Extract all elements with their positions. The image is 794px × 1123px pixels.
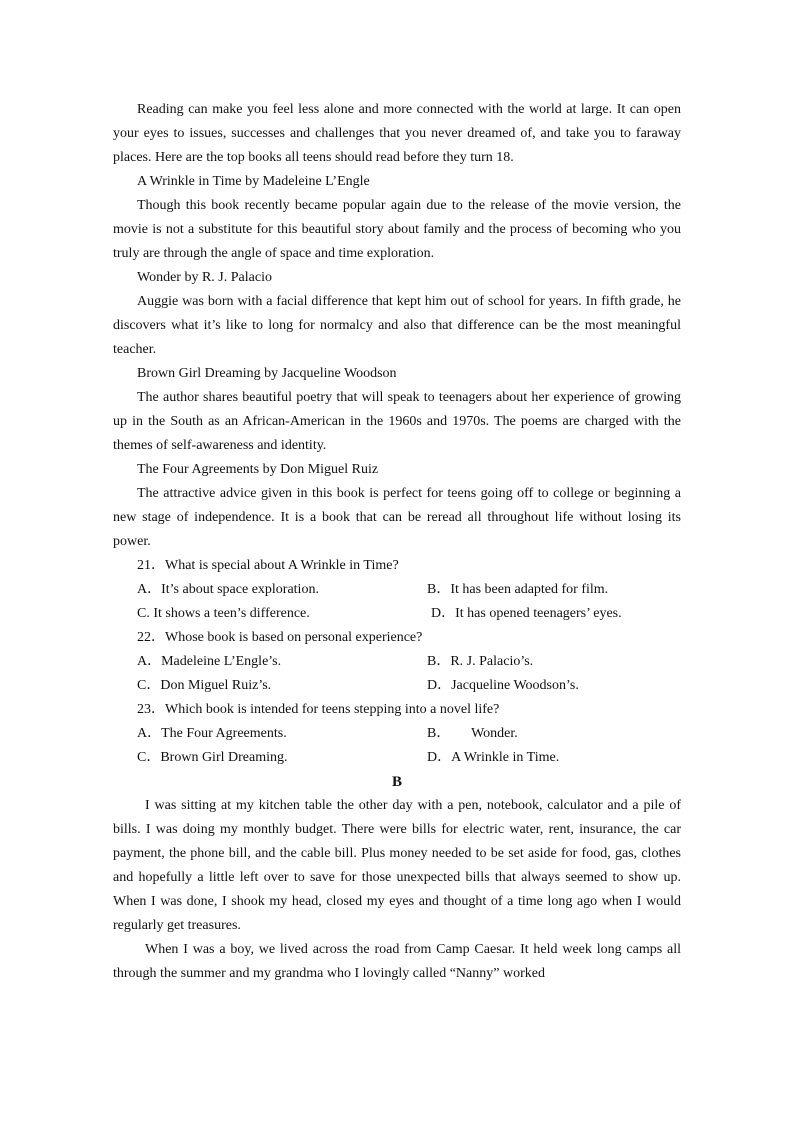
question-23-options-row-1 bbox=[113, 722, 681, 746]
question-23-stem: 23．Which book is intended for teens stepping into a novel life? bbox=[137, 702, 500, 717]
question-23-option-c[interactable]: C．Brown Girl Dreaming. bbox=[137, 750, 288, 765]
question-22-option-b[interactable]: B．R. J. Palacio’s. bbox=[427, 654, 534, 669]
book-description-1: Though this book recently became popular again due to the release of the movie version, the movie is not a substitute for this beautiful story about family and the process of becoming who you truly are through the angle of space and time exploration. bbox=[113, 198, 681, 261]
book-title-3: Brown Girl Dreaming by Jacqueline Woodson bbox=[137, 366, 397, 381]
question-21-options-row-1 bbox=[113, 578, 681, 602]
question-22-options-row-1 bbox=[113, 650, 681, 674]
question-21-stem: 21．What is special about A Wrinkle in Time? bbox=[137, 558, 399, 573]
book-title-4: The Four Agreements by Don Miguel Ruiz bbox=[137, 462, 379, 477]
question-23-option-b[interactable]: B． Wonder. bbox=[427, 726, 518, 741]
question-22-option-a[interactable]: A．Madeleine L’Engle’s. bbox=[137, 654, 282, 669]
question-21-option-c[interactable]: C. It shows a teen’s difference. bbox=[137, 606, 310, 621]
question-21-option-a[interactable]: A．It’s about space exploration. bbox=[137, 582, 319, 597]
book-title-2: Wonder by R. J. Palacio bbox=[137, 270, 272, 285]
question-22-option-c[interactable]: C．Don Miguel Ruiz’s. bbox=[137, 678, 272, 693]
book-description-2: Auggie was born with a facial difference that kept him out of school for years. In fifth grade, he discovers what it’s like to long for normalcy and also that difference can be the most meaningful teacher. bbox=[113, 294, 681, 357]
section-b-title: B bbox=[391, 774, 402, 790]
question-23-option-a[interactable]: A．The Four Agreements. bbox=[137, 726, 287, 741]
question-22-stem: 22．Whose book is based on personal experience? bbox=[137, 630, 423, 645]
book-title-1: A Wrinkle in Time by Madeleine L’Engle bbox=[137, 174, 370, 189]
book-description-3: The author shares beautiful poetry that will speak to teenagers about her experience of growing up in the South as an African-American in the 1960s and 1970s. The poems are charged with the themes of self-awareness and identity. bbox=[113, 390, 681, 453]
intro-paragraph: Reading can make you feel less alone and more connected with the world at large. It can open your eyes to issues, successes and challenges that you never dreamed of, and take you to faraway places. Here are the top books all teens should read before they turn 18. bbox=[113, 102, 681, 165]
question-22-option-d[interactable]: D．Jacqueline Woodson’s. bbox=[427, 678, 579, 693]
question-23-options-row-2 bbox=[113, 746, 681, 770]
question-21-option-d[interactable]: D．It has opened teenagers’ eyes. bbox=[431, 606, 622, 621]
question-22-options-row-2 bbox=[113, 674, 681, 698]
document-page bbox=[113, 98, 681, 986]
book-description-4: The attractive advice given in this book is perfect for teens going off to college or beginning a new stage of independence. It is a book that can be reread all throughout life without losing its power. bbox=[113, 486, 681, 549]
question-21-option-b[interactable]: B．It has been adapted for film. bbox=[427, 582, 609, 597]
question-23-option-d[interactable]: D．A Wrinkle in Time. bbox=[427, 750, 560, 765]
passage-b-paragraph-2: When I was a boy, we lived across the road from Camp Caesar. It held week long camps all through the summer and my grandma who I lovingly called “Nanny” worked bbox=[113, 942, 681, 981]
passage-b-paragraph-1: I was sitting at my kitchen table the other day with a pen, notebook, calculator and a pile of bills. I was doing my monthly budget. There were bills for electric water, rent, insurance, the car payment, the phone bill, and the cable bill. Plus money needed to be set aside for food, gas, clothes and hopefully a little left over to save for those unexpected bills that always seemed to show up. When I was done, I shook my head, closed my eyes and thought of a time long ago when I would regularly get treasures. bbox=[113, 798, 681, 933]
question-21-options-row-2 bbox=[113, 602, 681, 626]
